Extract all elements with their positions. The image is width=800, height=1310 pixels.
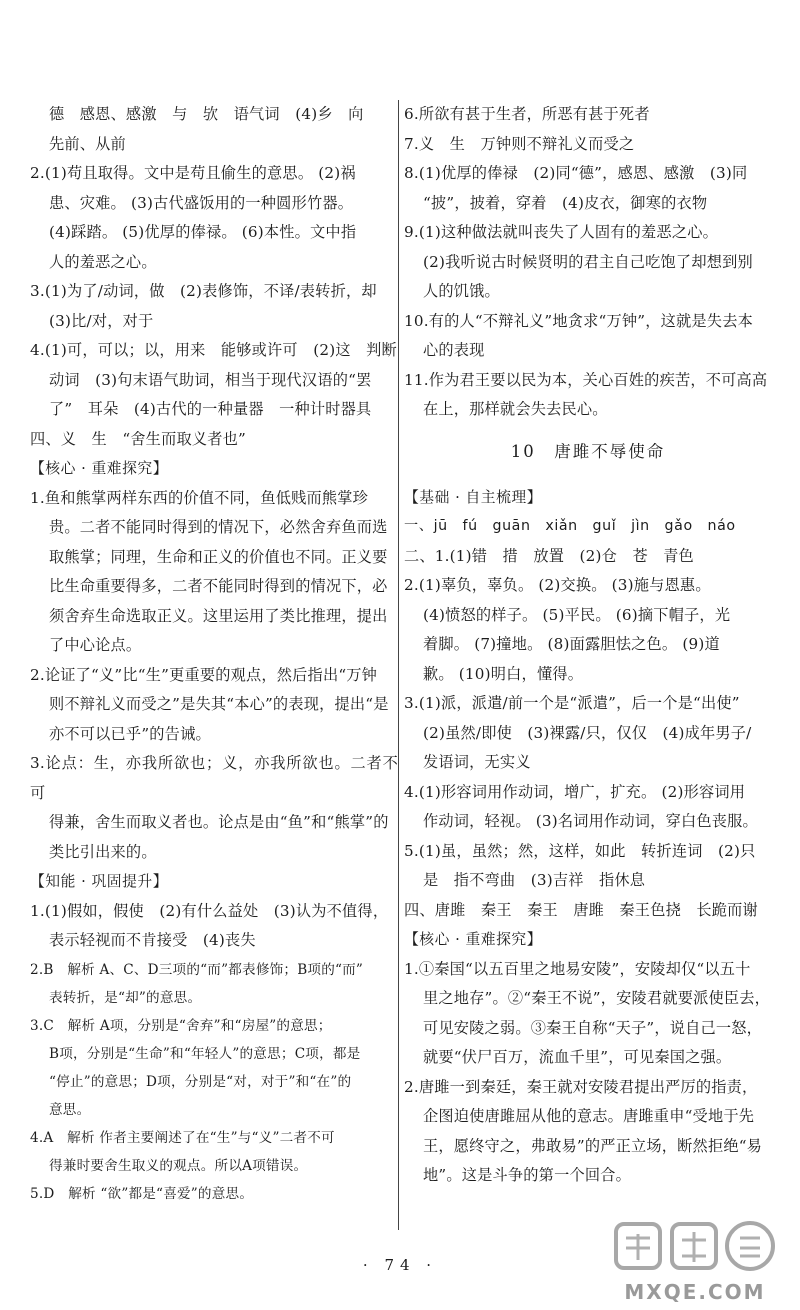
answer-line: 了” 耳朵 (4)古代的一种量器 一种计时器具 [49,400,372,418]
answer-line: 8.(1)优厚的俸禄 (2)同“德”，感恩、感激 (3)同 [404,164,748,182]
answer-line: 地”。这是斗争的第一个回合。 [423,1166,632,1184]
answer-line: 二、1.(1)错 措 放置 (2)仓 苍 青色 [404,546,694,565]
answer-line: 得兼，舍生而取义者也。论点是由“鱼”和“熊掌”的 [49,813,389,831]
answer-line: 11.作为君王要以民为本，关心百姓的疾苦，不可高高 [404,370,768,389]
answer-line: 亦不可以已乎”的告诫。 [49,724,211,743]
answer-line: 意思。 [49,1101,91,1118]
answer-line: “披”，披着，穿着 (4)皮衣，御寒的衣物 [423,193,708,212]
answer-line: 德 感恩、感激 与 欤 语气词 (4)乡 向 [49,105,364,123]
answer-line: 取熊掌；同理，生命和正义的价值也不同。正义要 [49,547,388,566]
answer-line: 里之地存”。②“秦王不说”，安陵君就要派使臣去， [423,989,771,1007]
answer-line: 企图迫使唐雎屈从他的意志。唐雎重申“受地于先 [423,1107,755,1125]
answer-line: 2.B 解析 A、C、D三项的“而”都表修饰；B项的“而” [30,961,364,978]
answer-line: 人的饥饿。 [423,282,500,300]
lesson-title: 10 唐雎不辱使命 [510,441,666,461]
answer-line: 着脚。 (7)撞地。 (8)面露胆怯之色。 (9)道 [423,635,720,653]
answer-line: 表转折，是“却”的意思。 [49,989,202,1006]
answer-line: “停止”的意思；D项，分别是“对，对于”和“在”的 [49,1073,352,1090]
answer-line: 心的表现 [423,341,485,359]
answer-line: 4.(1)可，可以；以，用来 能够或许可 (2)这 判断 [30,341,397,359]
answer-line: 四、义 生 “舍生而取义者也” [30,429,246,448]
answer-line: (3)比/对，对于 [49,311,154,330]
answer-line: 贵。二者不能同时得到的情况下，必然舍弃鱼而选 [49,518,388,536]
answer-line: 王，愿终守之，弗敢易”的严正立场，断然拒绝“易 [423,1136,763,1155]
answer-line: 2.唐雎一到秦廷，秦王就对安陵君提出严厉的指责， [404,1077,758,1096]
answer-line: 5.D 解析 “欲”都是“喜爱”的意思。 [30,1185,254,1202]
answer-line: 作动词，轻视。 (3)名词用作动词，穿白色丧服。 [423,812,758,830]
answer-line: 1.鱼和熊掌两样东西的价值不同，鱼低贱而熊掌珍 [30,488,369,507]
section-heading-basics: 【基础 · 自主梳理】 [404,488,542,506]
answer-line: 了中心论点。 [49,636,142,654]
answer-line: (4)愤怒的样子。 (5)平民。 (6)摘下帽子，光 [423,605,731,624]
answer-line: 就要“伏尸百万，流血千里”，可见秦国之强。 [423,1048,732,1066]
answer-line: 是 指不弯曲 (3)吉祥 指休息 [423,871,646,889]
answer-line: 人的羞恶之心。 [49,252,157,271]
answer-line: 动词 (3)句末语气助词，相当于现代汉语的“罢 [49,370,372,389]
answer-line: 10.有的人“不辩礼义”地贪求“万钟”，这就是失去本 [404,311,753,330]
answer-line: 5.(1)虽，虽然；然，这样，如此 转折连词 (2)只 [404,841,756,860]
answer-line: 9.(1)这种做法就叫丧失了人固有的羞恶之心。 [404,223,718,241]
answer-line: 4.A 解析 作者主要阐述了在“生”与“义”二者不可 [30,1129,335,1146]
answer-line: 3.(1)为了/动词，做 (2)表修饰，不译/表转折，却 [30,282,377,300]
answer-line: B项，分别是“生命”和“年轻人”的意思；C项，都是 [49,1045,361,1062]
answer-line: 则不辩礼义而受之”是失其“本心”的表现，提出“是 [49,695,389,713]
answer-line: 类比引出来的。 [49,842,157,861]
watermark-text: MXQE.COM [624,1280,766,1304]
answer-line: 患、灾难。 (3)古代盛饭用的一种圆形竹器。 [49,193,354,212]
answer-line: 2.(1)辜负，辜负。 (2)交换。 (3)施与恩惠。 [404,576,711,594]
left-column [30,100,398,1208]
answer-line: 3.论点：生，亦我所欲也；义，亦我所欲也。二者不可 [30,754,398,802]
pinyin-line: 一、jū fú guān xiǎn guǐ jìn gǎo náo [404,518,736,534]
answer-line: 歉。 (10)明白，懂得。 [423,664,584,683]
answer-line: 在上，那样就会失去民心。 [423,400,608,418]
column-divider [398,100,399,1230]
section-heading-core: 【核心 · 重难探究】 [30,460,168,477]
answer-line: 3.(1)派，派遣/前一个是“派遣”，后一个是“出使” [404,694,740,712]
answer-line: 7.义 生 万钟则不辩礼义而受之 [404,134,635,153]
answer-line: 6.所欲有甚于生者，所恶有甚于死者 [404,105,650,123]
answer-line: 须舍弃生命选取正义。这里运用了类比推理，提出 [49,606,388,625]
page-number: · 74 · [362,1256,438,1274]
answer-line: 四、唐雎 秦王 秦王 唐雎 秦王色挠 长跪而谢 [404,900,758,919]
answer-line: (4)踩踏。 (5)优厚的俸禄。 (6)本性。文中指 [49,223,357,241]
answer-line: 2.(1)苟且取得。文中是苟且偷生的意思。 (2)祸 [30,164,356,182]
answer-line: 1.①秦国“以五百里之地易安陵”，安陵却仅“以五十 [404,959,751,978]
answer-line: 发语词，无实义 [423,753,531,771]
answer-line: 1.(1)假如，假使 (2)有什么益处 (3)认为不值得， [30,901,389,920]
answer-line: 表示轻视而不肯接受 (4)丧失 [49,931,256,949]
right-column [404,100,772,1191]
answer-line: 2.论证了“义”比“生”更重要的观点，然后指出“万钟 [30,665,378,684]
watermark-logo-icon [610,1216,780,1286]
section-heading-core-right: 【核心 · 重难探究】 [404,931,542,948]
section-heading-consolidate: 【知能 · 巩固提升】 [30,873,168,890]
answer-line: (2)虽然/即使 (3)裸露/只，仅仅 (4)成年男子/ [423,723,752,742]
watermark-logo [610,1216,780,1306]
answer-line: 得兼时要舍生取义的观点。所以A项错误。 [49,1157,308,1174]
answer-line: 可见安陵之弱。③秦王自称“天子”，说自己一怒， [423,1018,763,1037]
answer-line: 比生命重要得多，二者不能同时得到的情况下，必 [49,577,388,595]
answer-line: 4.(1)形容词用作动词，增广，扩充。 (2)形容词用 [404,782,746,801]
answer-line: (2)我听说古时候贤明的君主自己吃饱了却想到别 [423,252,753,271]
answer-line: 先前、从前 [49,134,126,153]
answer-line: 3.C 解析 A项，分别是“舍弃”和“房屋”的意思； [30,1017,332,1034]
